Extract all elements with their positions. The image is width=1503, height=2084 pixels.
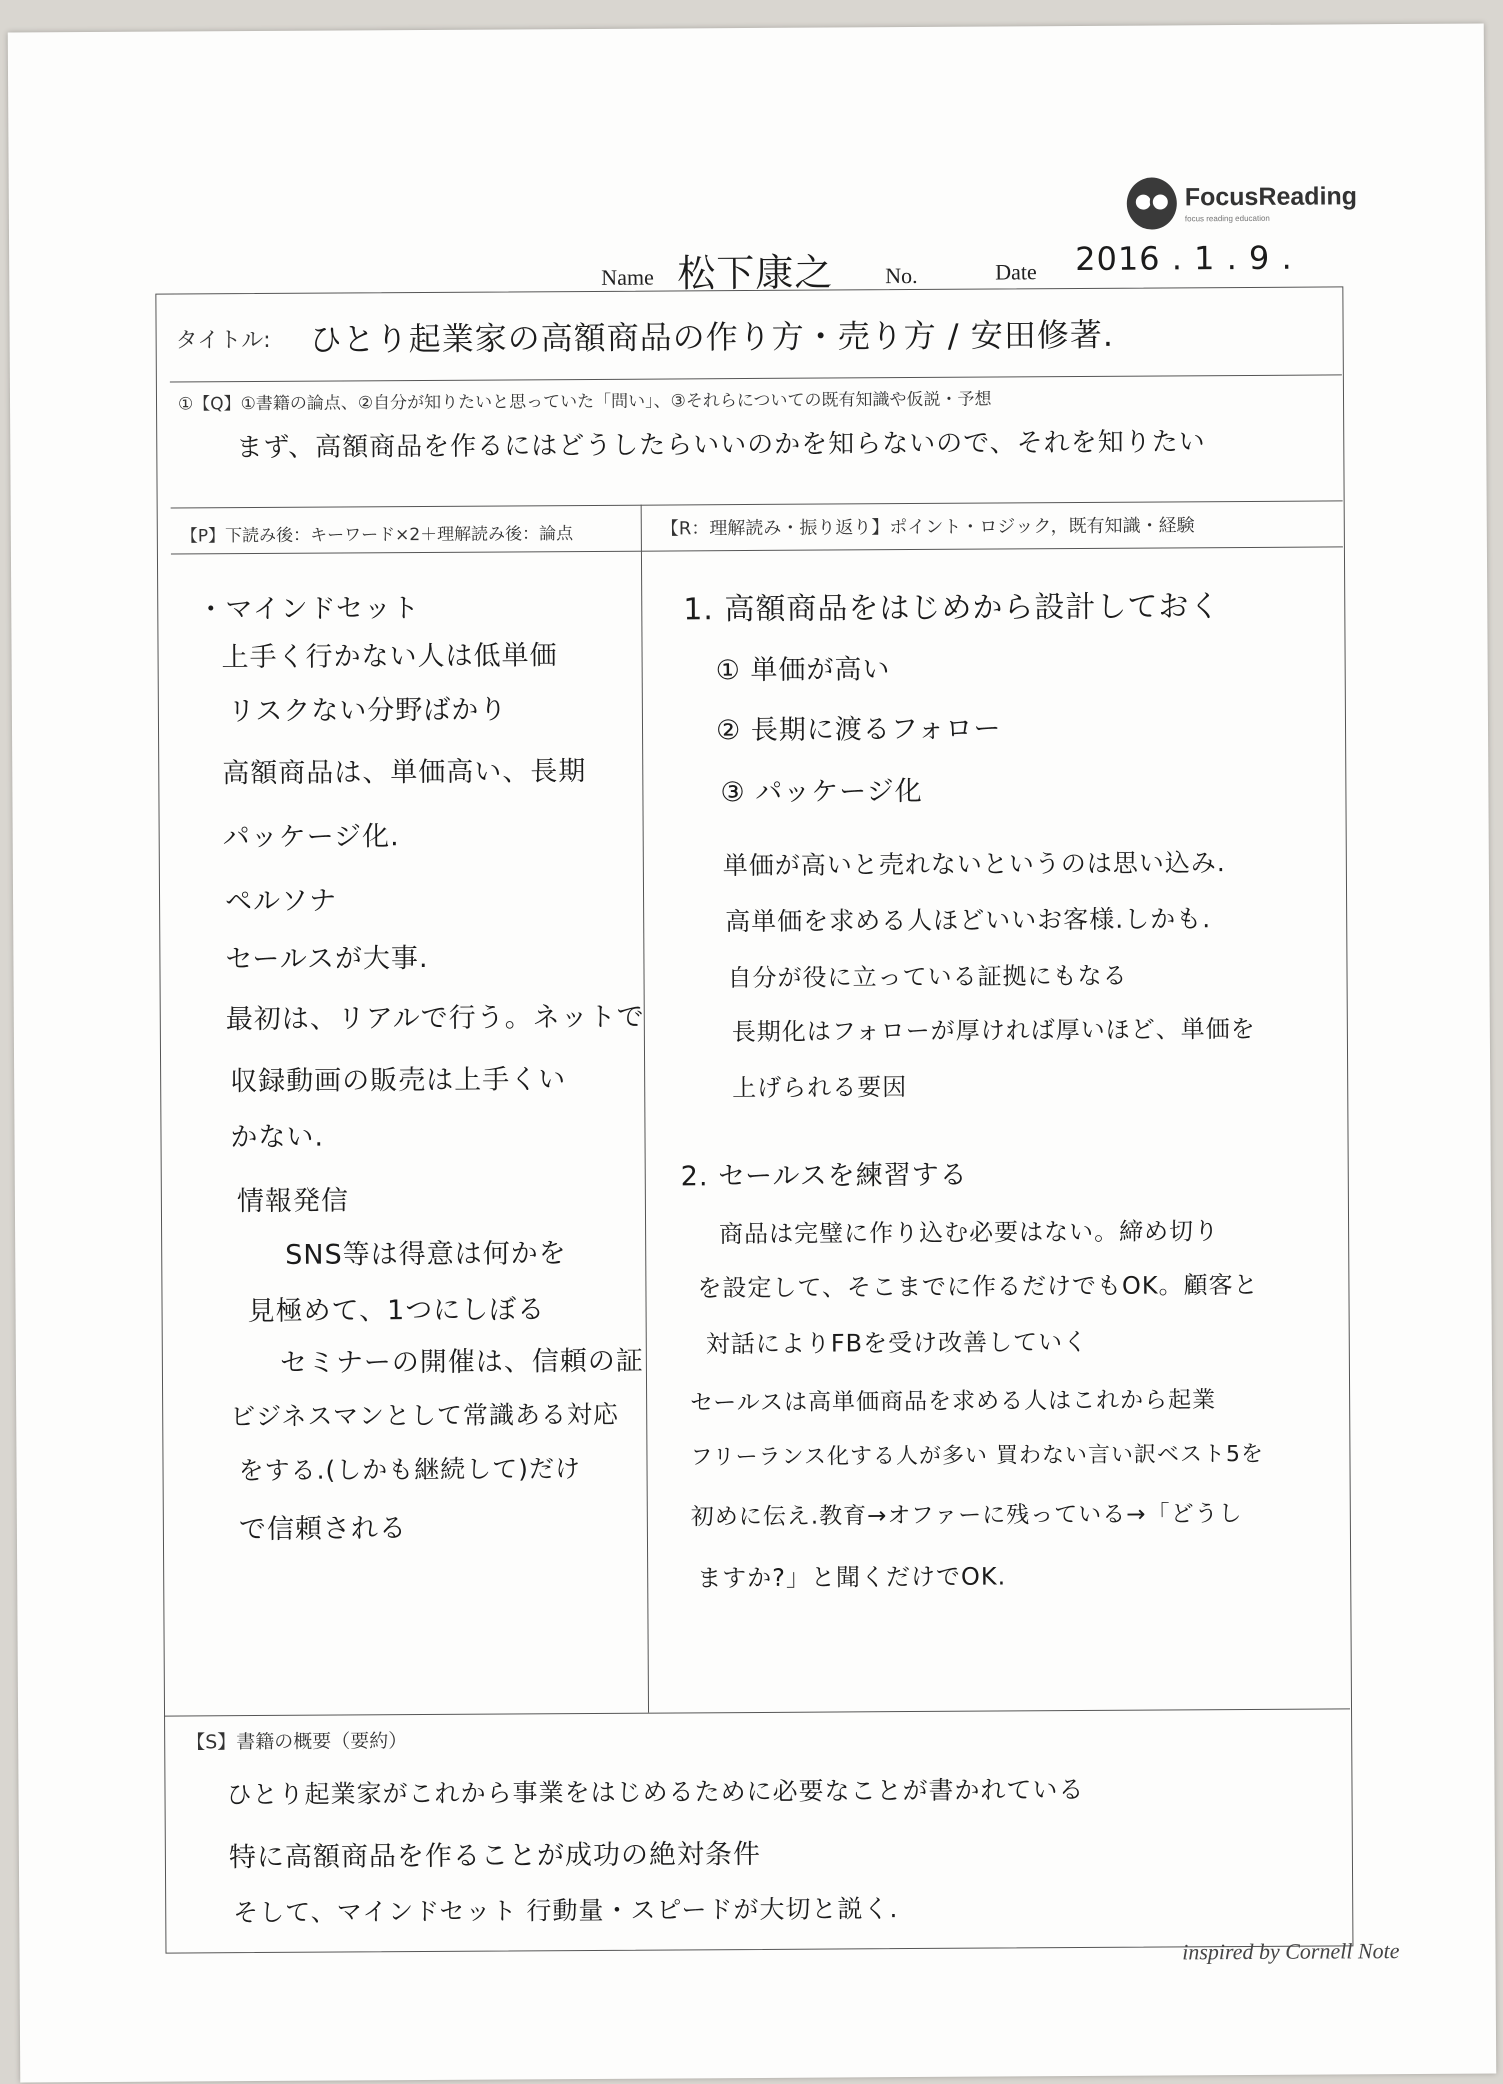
date-value: 2016 . 1 . 9 . [1075, 238, 1293, 279]
name-label: Name [601, 264, 654, 290]
r-line: を設定して、そこまでに作るだけでもOK。顧客と [697, 1270, 1259, 1303]
r-line: 長期化はフォローが厚ければ厚いほど、単価を [731, 1014, 1256, 1047]
p-line: 見極めて、1つにしぼる [247, 1294, 546, 1328]
name-value: 松下康之 [677, 250, 834, 296]
note-sheet [8, 24, 1496, 2083]
brand-name: FocusReading [1184, 182, 1358, 212]
p-line: 最初は、リアルで行う。ネットで [225, 1001, 645, 1036]
title-label: タイトル: [175, 327, 271, 354]
p-line: 高額商品は、単価高い、長期 [222, 756, 587, 790]
r-line: ③ パッケージ化 [720, 775, 923, 809]
p-line: 上手く行かない人は低単価 [221, 640, 558, 674]
p-line: セミナーの開催は、信頼の証 [279, 1345, 644, 1379]
p-line: パッケージ化. [222, 821, 400, 854]
owl-icon [1127, 177, 1177, 229]
p-line: で信頼される [238, 1513, 407, 1546]
p-line: SNS等は得意は何かを [285, 1238, 567, 1271]
date-label: Date [995, 259, 1037, 285]
r-line: ② 長期に渡るフォロー [715, 713, 1002, 747]
r-line: セールスは高単価商品を求める人はこれから起業 [690, 1387, 1217, 1417]
p-line: ビジネスマンとして常識ある対応 [230, 1399, 620, 1432]
r-line: 2. セールスを練習する [680, 1159, 968, 1193]
question-label: ①【Q】①書籍の論点、②自分が知りたいと思っていた「問い」、③それらについての既有知識や仮説・予想 [177, 389, 992, 415]
r-line: 上げられる要因 [732, 1073, 908, 1103]
r-line: ますか?」と聞くだけでOK. [697, 1562, 1007, 1593]
r-line: 初めに伝え.教育→オファーに残っている→「どうし [690, 1501, 1243, 1531]
p-line: 情報発信 [236, 1185, 349, 1218]
r-line: ① 単価が高い [715, 654, 891, 687]
p-line: かない. [230, 1121, 325, 1154]
r-line: 1. 高額商品をはじめから設計しておく [683, 589, 1221, 628]
r-line: 単価が高いと売れないというのは思い込み. [722, 848, 1226, 881]
book-title: ひとり起業家の高額商品の作り方・売り方 / 安田修著. [309, 315, 1115, 359]
p-line: 収録動画の販売は上手くい [230, 1064, 567, 1098]
brand-tagline: focus reading education [1184, 213, 1270, 224]
r-line: フリーランス化する人が多い 買わない言い訳ベスト5を [690, 1441, 1264, 1471]
r-line: 自分が役に立っている証拠にもなる [727, 961, 1128, 993]
p-section-header: 【P】下読み後：キーワード×2＋理解読み後：論点 [180, 524, 574, 547]
s-line: 特に高額商品を作ることが成功の絶対条件 [228, 1838, 761, 1874]
brand-logo [1127, 176, 1358, 229]
p-line: ペルソナ [224, 885, 338, 918]
p-line: セールスが大事. [225, 942, 429, 976]
footer-credit: inspired by Cornell Note [1182, 1938, 1400, 1965]
r-section-header: 【R：理解読み・振り返り】ポイント・ロジック，既有知識・経験 [660, 515, 1195, 540]
s-section-header: 【S】書籍の概要（要約） [186, 1730, 408, 1754]
r-line: 対話によりFBを受け改善していく [705, 1327, 1089, 1359]
s-line: そして、マインドセット 行動量・スピードが大切と説く. [233, 1894, 899, 1928]
question-text: まず、高額商品を作るにはどうしたらいいのかを知らないので、それを知りたい [236, 427, 1206, 464]
r-line: 高単価を求める人ほどいいお客様.しかも. [725, 904, 1212, 937]
r-line: 商品は完璧に作り込む必要はない。締め切り [719, 1217, 1220, 1249]
p-line: をする.(しかも継続して)だけ [238, 1454, 582, 1486]
p-line: ・マインドセット [197, 593, 421, 626]
no-label: No. [885, 262, 918, 289]
s-line: ひとり起業家がこれから事業をはじめるために必要なことが書かれている [226, 1774, 1085, 1810]
p-line: リスクない分野ばかり [227, 694, 508, 728]
